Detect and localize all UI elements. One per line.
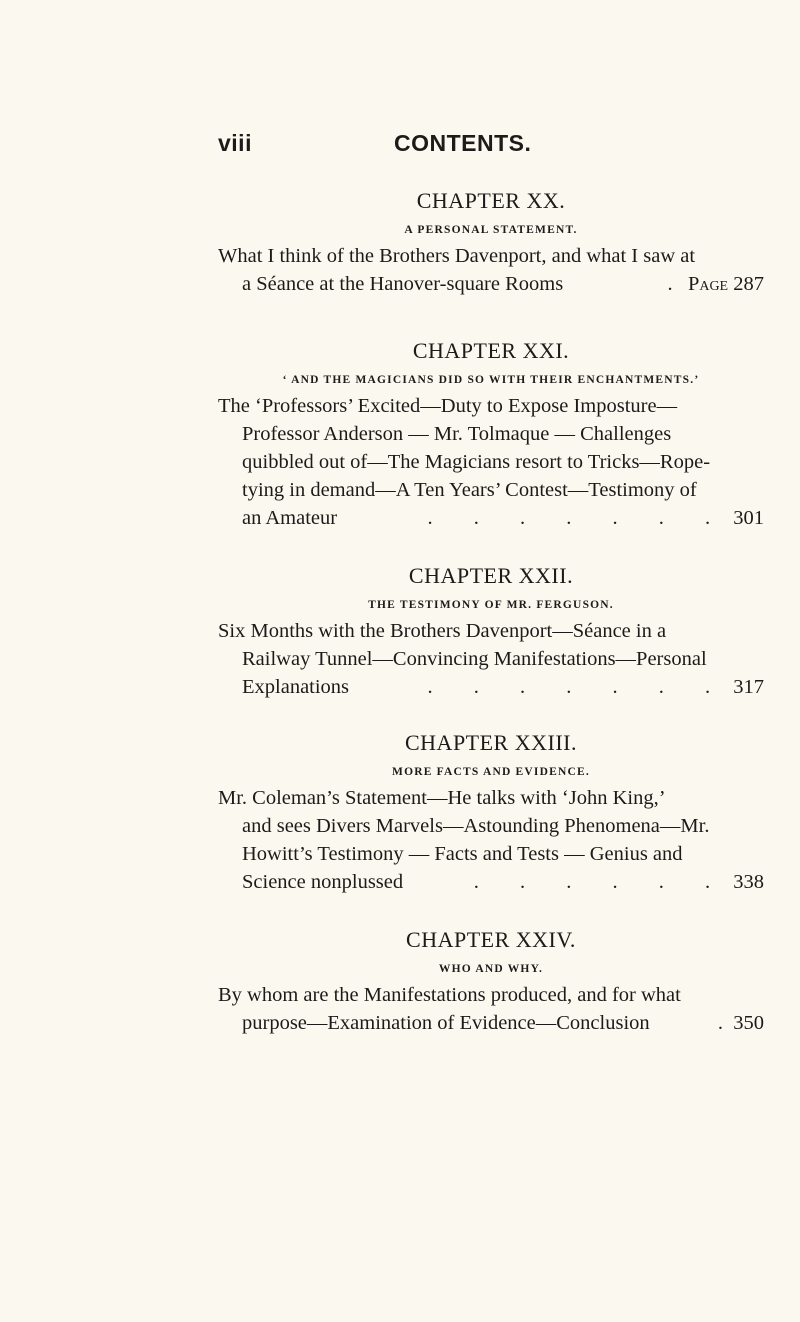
chapter-subtitle: ‘ AND THE MAGICIANS DID SO WITH THEIR ENCHANTMENTS.’ (282, 374, 700, 386)
summary-line-text: purpose—Examination of Evidence—Conclusion (242, 1012, 650, 1034)
chapter-summary (218, 981, 764, 1037)
dot-leader: . . . . . . (473, 871, 729, 893)
page-number: 301 (733, 507, 764, 529)
chapter-entry-xxi (218, 338, 764, 532)
summary-line: By whom are the Manifestations produced, and for what (218, 984, 681, 1006)
summary-line: Howitt’s Testimony — Facts and Tests — Genius and (242, 843, 683, 865)
summary-line: The ‘Professors’ Excited—Duty to Expose Imposture— (218, 395, 678, 417)
page-number: 317 (733, 676, 764, 698)
page-label: Page (687, 273, 729, 295)
page-reference (667, 270, 764, 298)
summary-line-text: Science nonplussed (242, 871, 404, 893)
chapter-heading: CHAPTER XXII. (408, 563, 574, 588)
summary-line: Professor Anderson — Mr. Tolmaque — Challenges (242, 423, 672, 445)
chapter-subtitle: MORE FACTS AND EVIDENCE. (392, 766, 590, 778)
summary-line-text: Explanations (242, 676, 350, 698)
summary-line (218, 868, 764, 896)
page-number: 350 (733, 1012, 764, 1034)
summary-line-text: an Amateur (242, 507, 338, 529)
page-number: 287 (733, 273, 764, 295)
chapter-entry-xxii (218, 563, 764, 701)
chapter-heading: CHAPTER XX. (416, 188, 566, 213)
summary-line: Six Months with the Brothers Davenport—Séance in a (218, 620, 667, 642)
summary-line (218, 270, 764, 298)
chapter-entry-xx (218, 188, 764, 298)
dot-leader: . (667, 273, 673, 295)
dot-leader: . . . . . . . (427, 676, 729, 698)
chapter-subtitle: A PERSONAL STATEMENT. (404, 224, 578, 236)
dot-leader: . . . . . . . (427, 507, 729, 529)
chapter-entry-xxiv (218, 927, 764, 1037)
chapter-summary (218, 784, 764, 896)
chapter-entry-xxiii (218, 730, 764, 896)
chapter-heading: CHAPTER XXIII. (405, 730, 577, 755)
summary-line: What I think of the Brothers Davenport, and what I saw at (218, 245, 696, 267)
chapter-subtitle: WHO AND WHY. (438, 963, 544, 975)
summary-line: Railway Tunnel—Convincing Manifestations—Personal (242, 648, 707, 670)
summary-line: tying in demand—A Ten Years’ Contest—Testimony of (242, 479, 697, 501)
page-number: 338 (733, 871, 764, 893)
dot-leader: . (717, 1012, 723, 1034)
running-title: CONTENTS. (394, 130, 532, 156)
page-reference (718, 1009, 764, 1037)
summary-line (218, 504, 764, 532)
summary-line-text: a Séance at the Hanover-square Rooms (242, 273, 564, 295)
chapter-heading: CHAPTER XXIV. (406, 927, 576, 952)
chapter-summary (218, 392, 764, 532)
page-reference (428, 673, 765, 701)
chapter-summary (218, 617, 764, 701)
page-folio: viii (218, 130, 252, 156)
summary-line (218, 1009, 764, 1037)
summary-line (218, 673, 764, 701)
chapter-subtitle: THE TESTIMONY OF MR. FERGUSON. (368, 599, 614, 611)
chapter-summary (218, 242, 764, 298)
page-reference (474, 868, 764, 896)
summary-line: quibbled out of—The Magicians resort to Tricks—Rope- (242, 451, 711, 473)
page-reference (428, 504, 765, 532)
chapter-heading: CHAPTER XXI. (412, 338, 570, 363)
summary-line: and sees Divers Marvels—Astounding Phenomena—Mr. (242, 815, 710, 837)
summary-line: Mr. Coleman’s Statement—He talks with ‘John King,’ (218, 787, 666, 809)
